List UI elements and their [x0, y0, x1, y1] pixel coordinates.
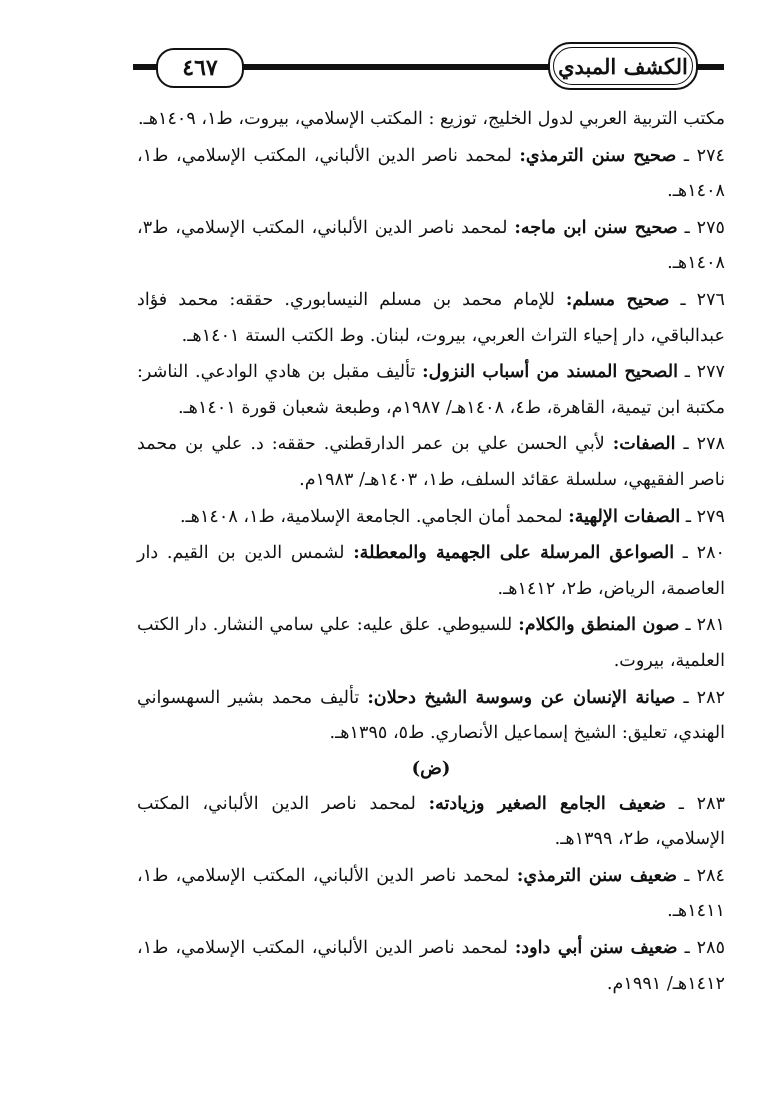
- bibliography-entry: [137, 499, 725, 536]
- entry-title: الصحيح المسند من أسباب النزول:: [422, 361, 679, 383]
- bibliography-entry: [137, 282, 725, 354]
- entry-number: ٢٨٣ ـ: [678, 793, 726, 814]
- entry-details: للإمام محمد بن مسلم النيسابوري. حققه: محمد فؤاد عبدالباقي، دار إحياء التراث العربي، بيروت، لبنان. وط الكتب الستة ١٤٠١هـ.: [137, 289, 725, 346]
- entry-number: ٢٧٩ ـ: [685, 506, 725, 527]
- entry-title: صون المنطق والكلام:: [518, 614, 680, 636]
- entry-title: صحيح سنن ابن ماجه:: [514, 216, 678, 238]
- bibliography-entry: [137, 786, 725, 858]
- entry-number: ٢٨١ ـ: [685, 615, 726, 636]
- entry-details: لأبي الحسن علي بن عمر الدارقطني. حققه: د. علي بن محمد ناصر الفقيهي، سلسلة عقائد السلف، ط١، ١٤٠٣هـ/ ١٩٨٣م.: [137, 434, 725, 490]
- header-rule-middle: [232, 64, 552, 70]
- entry-title: ضعيف الجامع الصغير وزيادته:: [428, 792, 667, 814]
- bibliography-entry: [137, 426, 725, 498]
- entry-number: ٢٨٠ ـ: [682, 543, 726, 564]
- entry-title: صحيح سنن الترمذي:: [519, 144, 677, 166]
- page-header: [0, 0, 759, 100]
- entry-number: ٢٧٨ ـ: [683, 434, 726, 455]
- entry-details: لمحمد ناصر الدين الألباني، المكتب الإسلامي، ط١، ١٤١١هـ.: [137, 865, 725, 922]
- entry-title: صيانة الإنسان عن وسوسة الشيخ دحلان:: [367, 686, 676, 708]
- entry-details: تأليف مقبل بن هادي الوادعي. الناشر: مكتبة ابن تيمية، القاهرة، ط٤، ١٤٠٨هـ/ ١٩٨٧م، وطبعة شعبان قورة ١٤٠١هـ.: [137, 362, 725, 418]
- entry-details: لمحمد ناصر الدين الألباني، المكتب الإسلامي، ط١، ١٤١٢هـ/ ١٩٩١م.: [137, 938, 725, 994]
- entries-list-a: [137, 138, 725, 752]
- entry-title: ضعيف سنن الترمذي:: [516, 864, 678, 886]
- entry-details: لمحمد ناصر الدين الألباني، المكتب الإسلامي، ط٢، ١٣٩٩هـ.: [137, 793, 725, 850]
- running-title-text: الكشف المبدي: [558, 53, 688, 79]
- entry-title: صحيح مسلم:: [565, 288, 670, 310]
- bibliography-entry: [137, 858, 725, 930]
- entries-list-b: [137, 786, 725, 1003]
- entry-details: لمحمد ناصر الدين الألباني، المكتب الإسلامي، ط٣، ١٤٠٨هـ.: [137, 217, 725, 274]
- bibliography-entry: [137, 680, 725, 752]
- bibliography-entry: [137, 138, 725, 210]
- bibliography-entry: [137, 930, 725, 1002]
- entry-details: لمحمد أمان الجامي. الجامعة الإسلامية، ط١، ١٤٠٨هـ.: [179, 506, 569, 527]
- page-number: ٤٦٧: [156, 48, 244, 88]
- entry-number: ٢٨٥ ـ: [684, 938, 726, 959]
- entry-title: الصواعق المرسلة على الجهمية والمعطلة:: [353, 542, 675, 564]
- entry-title: الصفات:: [612, 433, 676, 455]
- entry-details: لمحمد ناصر الدين الألباني، المكتب الإسلامي، ط١، ١٤٠٨هـ.: [137, 145, 725, 202]
- entry-number: ٢٨٢ ـ: [683, 687, 726, 708]
- continuation-text: مكتب التربية العربي لدول الخليج، توزيع : المكتب الإسلامي، بيروت، ط١، ١٤٠٩هـ.: [137, 109, 725, 129]
- bibliography-entry: [137, 210, 725, 282]
- entry-title: ضعيف سنن أبي داود:: [514, 937, 678, 959]
- entry-title: الصفات الإلهية:: [568, 505, 681, 527]
- entry-number: ٢٧٤ ـ: [683, 145, 726, 166]
- entry-number: ٢٨٤ ـ: [684, 865, 726, 886]
- entry-number: ٢٧٦ ـ: [680, 289, 725, 310]
- bibliography-entry: [137, 354, 725, 426]
- entry-details: تأليف محمد بشير السهسواني الهندي، تعليق: الشيخ إسماعيل الأنصاري. ط٥، ١٣٩٥هـ.: [137, 687, 725, 744]
- section-heading: (ض): [411, 757, 451, 779]
- entry-details: لشمس الدين بن القيم. دار العاصمة، الرياض، ط٢، ١٤١٢هـ.: [137, 543, 725, 599]
- entry-number: ٢٧٥ ـ: [684, 217, 725, 238]
- bibliography-entry: [137, 535, 725, 607]
- entry-number: ٢٧٧ ـ: [684, 362, 726, 383]
- running-title: [548, 42, 698, 90]
- entry-details: للسيوطي. علق عليه: علي سامي النشار. دار الكتب العلمية، بيروت.: [137, 615, 725, 671]
- bibliography-entry: [137, 607, 725, 679]
- bibliography-body: [137, 102, 725, 1002]
